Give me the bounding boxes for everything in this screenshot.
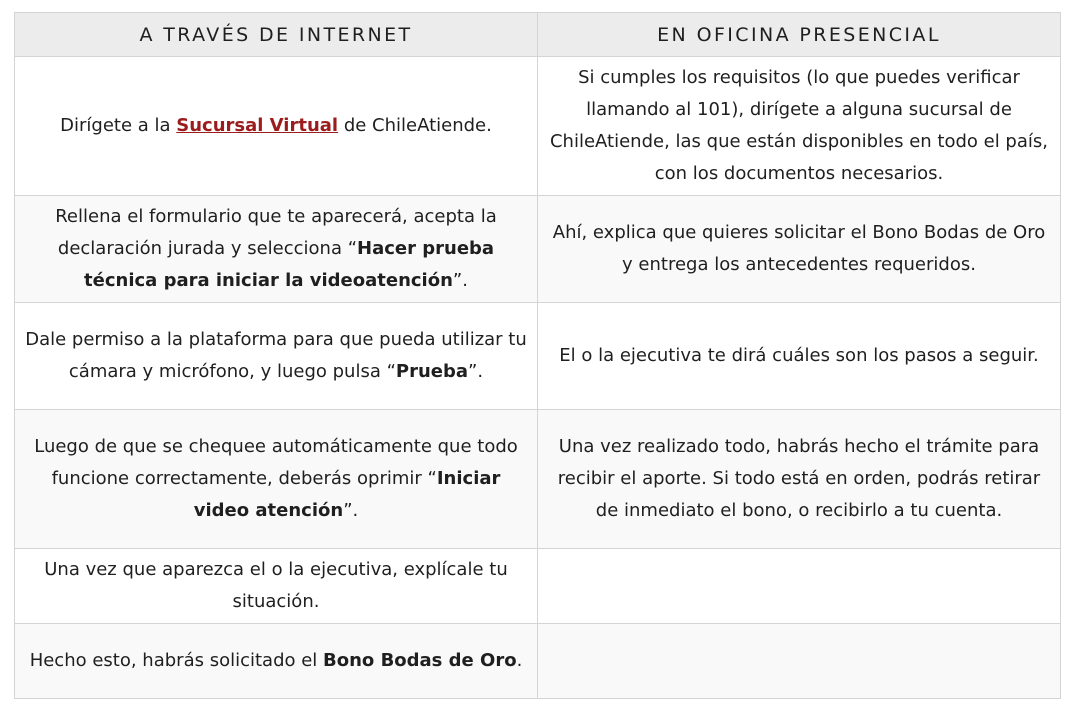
step-bold-text: Prueba (395, 361, 469, 382)
cell-oficina-step-1: Si cumples los requisitos (lo que puedes verificar llamando al 101), dirígete a alguna sucursal de ChileAtiende, las que están disponibles en todo el país, con los documentos necesarios. (538, 57, 1061, 196)
step-text: Rellena el formulario que te aparecerá, acepta la declaración jurada y selecciona “ (55, 206, 497, 259)
cell-internet-step-1 (15, 57, 538, 196)
cell-internet-step-6 (15, 624, 538, 699)
step-text: ”. (343, 500, 359, 521)
table-row (15, 549, 1061, 624)
cell-oficina-step-2: Ahí, explica que quieres solicitar el Bono Bodas de Oro y entrega los antecedentes requeridos. (538, 196, 1061, 303)
cell-oficina-empty (538, 549, 1061, 624)
table-row (15, 624, 1061, 699)
step-bold-text: Hacer prueba técnica para iniciar la videoatención (84, 238, 495, 291)
header-oficina: EN OFICINA PRESENCIAL (538, 13, 1061, 57)
table-row (15, 196, 1061, 303)
step-text: . (516, 650, 523, 671)
table-header-row (15, 13, 1061, 57)
sucursal-virtual-link[interactable]: Sucursal Virtual (176, 115, 339, 136)
steps-table (14, 12, 1061, 699)
header-internet: A TRAVÉS DE INTERNET (15, 13, 538, 57)
step-text: ”. (468, 361, 484, 382)
step-text: Luego de que se chequee automáticamente que todo funcione correctamente, deberás oprimir “ (34, 436, 518, 489)
step-text: Hecho esto, habrás solicitado el (29, 650, 324, 671)
cell-internet-step-4 (15, 410, 538, 549)
table-row (15, 410, 1061, 549)
cell-internet-step-5: Una vez que aparezca el o la ejecutiva, explícale tu situación. (15, 549, 538, 624)
step-text: Dale permiso a la plataforma para que pueda utilizar tu cámara y micrófono, y luego pulsa “ (25, 329, 527, 382)
table-row (15, 57, 1061, 196)
cell-internet-step-2 (15, 196, 538, 303)
steps-table-container (14, 12, 1060, 699)
step-text: Dirígete a la (60, 115, 177, 136)
cell-oficina-step-4: Una vez realizado todo, habrás hecho el trámite para recibir el aporte. Si todo está en orden, podrás retirar de inmediato el bono, o recibirlo a tu cuenta. (538, 410, 1061, 549)
step-bold-text: Bono Bodas de Oro (323, 650, 517, 671)
step-bold-text: Iniciar video atención (193, 468, 501, 521)
step-text: ”. (452, 270, 468, 291)
step-text: de ChileAtiende. (338, 115, 492, 136)
cell-oficina-step-3: El o la ejecutiva te dirá cuáles son los pasos a seguir. (538, 303, 1061, 410)
table-row (15, 303, 1061, 410)
cell-oficina-empty (538, 624, 1061, 699)
cell-internet-step-3 (15, 303, 538, 410)
